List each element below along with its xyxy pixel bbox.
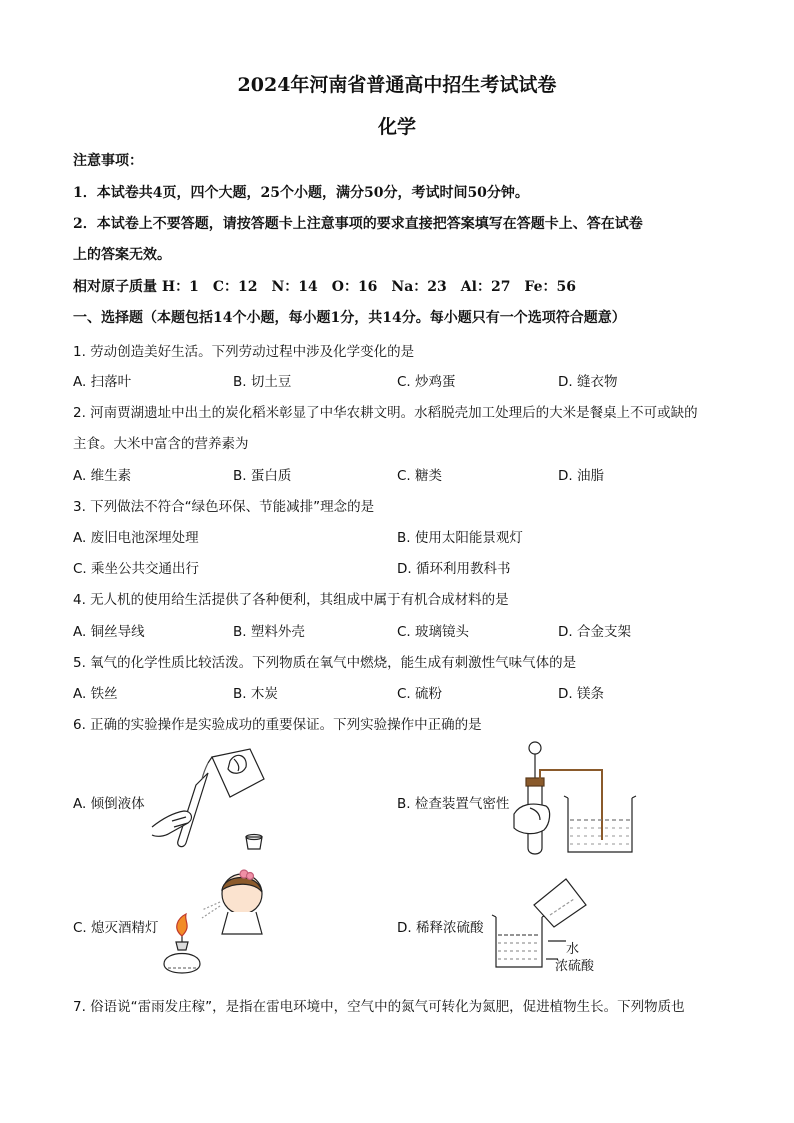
question-stem: 3. 下列做法不符合“绿色环保、节能减排”理念的是 [73,499,375,515]
atomic-mass: 相对原子质量 H：1 C：12 N：14 O：16 Na：23 Al：27 Fe：56 [73,279,577,295]
option-d: D. 稀释浓硫酸 [397,920,484,936]
option-c: C. 熄灭酒精灯 [73,920,159,936]
question-stem: 4. 无人机的使用给生活提供了各种便利，其组成中属于有机合成材料的是 [73,592,509,608]
option-c: C. 乘坐公共交通出行 [73,561,200,577]
option-a: A. 铜丝导线 [73,624,145,640]
exam-title: 2024年河南省普通高中招生考试试卷 [237,74,557,96]
option-a: A. 铁丝 [73,686,118,702]
option-c: C. 糖类 [397,468,443,484]
option-b: B. 使用太阳能景观灯 [397,530,523,546]
water-label: 水 [566,942,580,957]
option-c: C. 玻璃镜头 [397,624,470,640]
option-b: B. 木炭 [233,686,278,702]
option-c: C. 炒鸡蛋 [397,374,456,390]
option-b: B. 切土豆 [233,374,292,390]
question-stem: 5. 氧气的化学性质比较活泼。下列物质在氧气中燃烧，能生成有刺激性气味气体的是 [73,655,577,671]
question-stem: 主食。大米中富含的营养素为 [73,436,249,452]
option-c: C. 硫粉 [397,686,443,702]
airtightness-figure [510,740,660,860]
option-d: D. 缝衣物 [558,374,618,390]
question-stem: 6. 正确的实验操作是实验成功的重要保证。下列实验操作中正确的是 [73,717,482,733]
option-b: B. 蛋白质 [233,468,292,484]
question-stem: 7. 俗语说“雷雨发庄稼”，是指在雷电环境中，空气中的氮气可转化为氮肥，促进植物生长。下列物质也 [73,999,685,1015]
option-a: A. 倾倒液体 [73,796,145,812]
option-a: A. 扫落叶 [73,374,132,390]
note-item: 上的答案无效。 [73,247,171,263]
option-d: D. 合金支架 [558,624,631,640]
option-a: A. 废旧电池深埋处理 [73,530,199,546]
option-d: D. 循环利用教科书 [397,561,511,577]
question-stem: 1. 劳动创造美好生活。下列劳动过程中涉及化学变化的是 [73,344,415,360]
option-b: B. 塑料外壳 [233,624,305,640]
option-d: D. 油脂 [558,468,604,484]
notes-heading: 注意事项： [73,153,143,169]
note-item: 1．本试卷共4页，四个大题，25个小题，满分50分，考试时间50分钟。 [73,185,529,201]
pour-liquid-figure [150,745,280,860]
section-heading: 一、选择题（本题包括14个小题，每小题1分，共14分。每小题只有一个选项符合题意） [73,310,626,326]
option-b: B. 检查装置气密性 [397,796,510,812]
question-stem: 2. 河南贾湖遗址中出土的炭化稻米彰显了中华农耕文明。水稻脱壳加工处理后的大米是餐桌上不可或缺的 [73,405,698,421]
acid-label: 浓硫酸 [555,959,595,974]
note-item: 2．本试卷上不要答题，请按答题卡上注意事项的要求直接把答案填写在答题卡上、答在试卷 [73,216,643,232]
option-a: A. 维生素 [73,468,132,484]
alcohol-lamp-figure [158,862,288,982]
exam-subject: 化学 [377,116,416,138]
option-d: D. 镁条 [558,686,604,702]
